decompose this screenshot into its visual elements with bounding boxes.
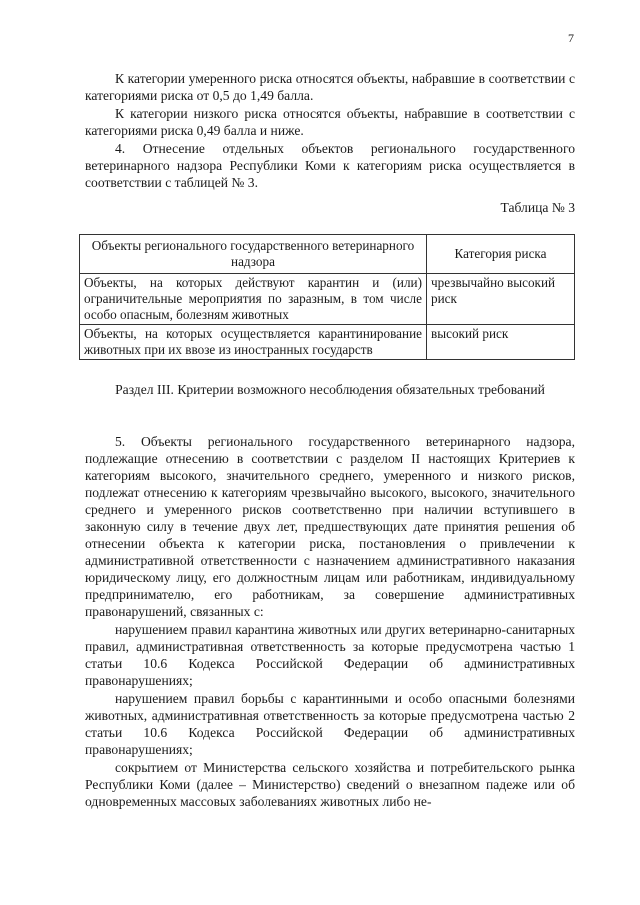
intro-text <box>85 70 575 191</box>
header-category: Категория риска <box>427 235 575 274</box>
risk-category-table <box>79 234 575 360</box>
section-title: Раздел III. Критерии возможного несоблюдения обязательных требований <box>115 382 545 397</box>
page-number: 7 <box>568 31 574 45</box>
table-cell-object: Объекты, на которых осуществляется карантинирование животных при их ввозе из иностранных государств <box>80 325 427 360</box>
list-item: сокрытием от Министерства сельского хозяйства и потребительского рынка Республики Коми (далее – Министерство) сведений о внезапном падеже или об одновременных массовых заболеваниях животных либо не- <box>85 760 575 809</box>
paragraph-clause-5: 5. Объекты регионального государственного ветеринарного надзора, подлежащие отнесению в соответствии с разделом II настоящих Критериев к категориям высокого, значительного среднего, умеренного и низкого рисков, подлежат отнесению к категориям чрезвычайно высокого, высокого, значительного среднего и умеренного рисков соответственно при наличии вступившего в законную силу в течение двух лет, предшествующих дате принятия решения об отнесении объекта к категории риска, постановления о привлечении к административной ответственности с назначением административного наказания юридическому лицу, его должностным лицам или работникам, индивидуальному предпринимателю, его работникам, за совершение административных правонарушений, связанных с: <box>85 434 575 619</box>
table-cell-category: высокий риск <box>427 325 575 360</box>
table-cell-object: Объекты, на которых действуют карантин и (или) ограничительные мероприятия по заразным, в том числе особо опасным, болезням животных <box>80 274 427 325</box>
table-cell-category: чрезвычайно высокий риск <box>427 274 575 325</box>
list-item: нарушением правил карантина животных или других ветеринарно-санитарных правил, административная ответственность за которые предусмотрена частью 1 статьи 10.6 Кодекса Российской Федерации об административных правонарушениях; <box>85 622 575 688</box>
paragraph-clause-4: 4. Отнесение отдельных объектов регионального государственного ветеринарного надзора Республики Коми к категориям риска осуществляется в соответствии с таблицей № 3. <box>85 141 575 190</box>
table-caption: Таблица № 3 <box>500 200 575 215</box>
paragraph-moderate-risk: К категории умеренного риска относятся объекты, набравшие в соответствии с категориями риска от 0,5 до 1,49 балла. <box>85 71 575 103</box>
table-header-row <box>80 235 575 274</box>
list-item: нарушением правил борьбы с карантинными и особо опасными болезнями животных, административная ответственность за которые предусмотрена частью 2 статьи 10.6 Кодекса Российской Федерации об административных правонарушениях; <box>85 691 575 757</box>
table-row <box>80 325 575 360</box>
body-text <box>85 433 575 810</box>
paragraph-low-risk: К категории низкого риска относятся объекты, набравшие в соответствии с категориями риска 0,49 балла и ниже. <box>85 106 575 138</box>
table-row <box>80 274 575 325</box>
header-objects: Объекты регионального государственного ветеринарного надзора <box>80 235 427 274</box>
